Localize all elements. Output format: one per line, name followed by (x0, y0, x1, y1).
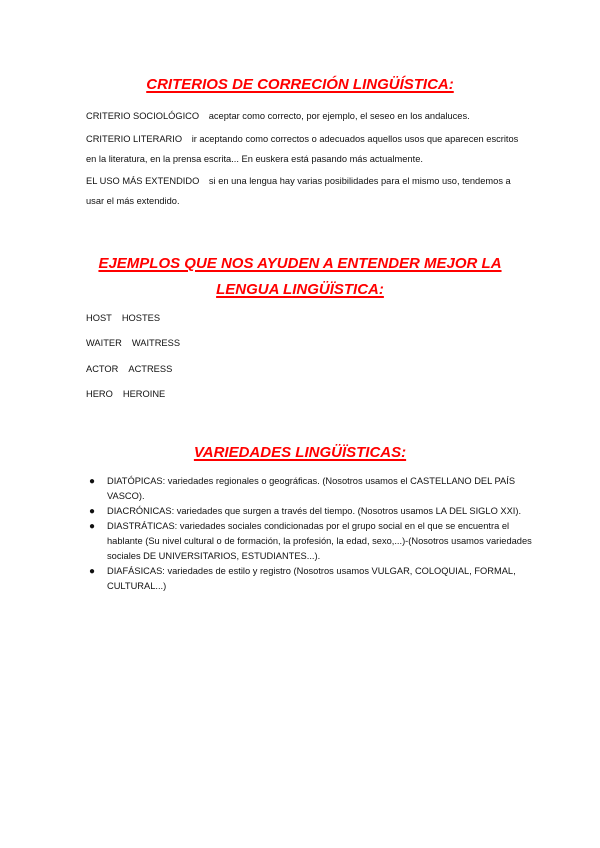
variedades-list (86, 474, 536, 594)
pair-feminine: ACTRESS (128, 364, 173, 374)
criterio-text: si en una lengua hay varias posibilidades para el mismo uso, tendemos a usar el más extendido. (86, 176, 511, 206)
pair-feminine: WAITRESS (131, 338, 181, 348)
paragraph-criterio-sociologico (86, 106, 526, 126)
criterio-label: CRITERIO LITERARIO (86, 134, 183, 144)
criterio-label: EL USO MÁS EXTENDIDO (86, 176, 200, 186)
example-pair (86, 389, 165, 399)
heading-ejemplos (60, 251, 540, 303)
bullet-icon: ● (89, 506, 96, 517)
criterio-text: aceptar como correcto, por ejemplo, el seseo en los andaluces. (208, 111, 470, 121)
criterio-text: ir aceptando como correctos o adecuados aquellos usos que aparecen escritos en la literatura, en la prensa escrita... En euskera está pasando más actualmente. (86, 134, 519, 164)
example-pair (86, 338, 180, 348)
paragraph-uso-extendido (86, 171, 526, 211)
criterio-label: CRITERIO SOCIOLÓGICO (86, 111, 200, 121)
list-item-text: DIASTRÁTICAS: variedades sociales condicionadas por el grupo social en el que se encuentra el hablante (Su nivel cultural o de formación, la profesión, la edad, sexo,...)-(Nosotros usamos variedades sociales DE UNIVERSITARIOS, ESTUDIANTES...). (107, 521, 532, 561)
list-item-text: DIAFÁSICAS: variedades de estilo y registro (Nosotros usamos VULGAR, COLOQUIAL, FORMAL, CULTURAL...) (107, 566, 516, 591)
pair-masculine: HOST (86, 313, 112, 323)
example-pair (86, 313, 160, 323)
list-item-text: DIACRÓNICAS: variedades que surgen a través del tiempo. (Nosotros usamos LA DEL SIGLO XXI). (107, 506, 522, 516)
bullet-icon: ● (89, 476, 96, 487)
pair-masculine: WAITER (86, 338, 122, 348)
paragraph-criterio-literario (86, 129, 526, 169)
heading-ejemplos-line1: EJEMPLOS QUE NOS AYUDEN A ENTENDER MEJOR LA (98, 255, 502, 272)
heading-criterios: CRITERIOS DE CORRECIÓN LINGÜÍSTICA: (146, 76, 454, 93)
list-item (86, 474, 536, 504)
heading-variedades: VARIEDADES LINGÜÏSTICAS: (193, 444, 407, 461)
list-item (86, 504, 536, 519)
list-item-text: DIATÓPICAS: variedades regionales o geográficas. (Nosotros usamos el CASTELLANO DEL PAÍS VASCO). (107, 476, 516, 501)
pair-feminine: HEROINE (122, 389, 166, 399)
pair-masculine: HERO (86, 389, 113, 399)
heading-ejemplos-line2: LENGUA LINGÜÏSTICA: (216, 281, 384, 298)
pair-feminine: HOSTES (121, 313, 161, 323)
pair-masculine: ACTOR (86, 364, 119, 374)
bullet-icon: ● (89, 566, 96, 577)
list-item (86, 564, 536, 594)
list-item (86, 519, 536, 564)
example-pair (86, 364, 172, 374)
bullet-icon: ● (89, 521, 96, 532)
